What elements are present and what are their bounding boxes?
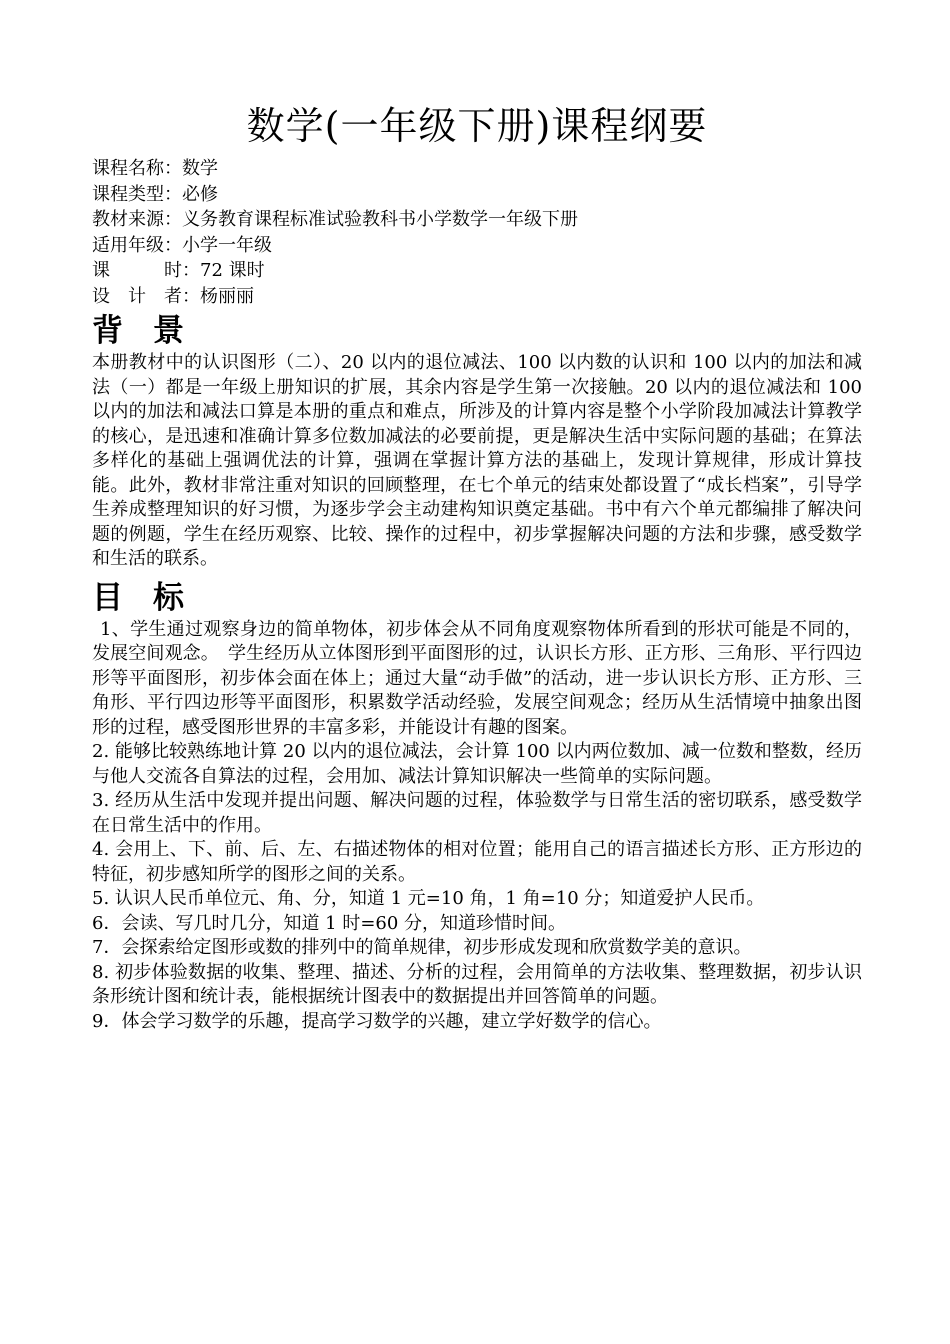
background-heading: 背景: [92, 313, 214, 349]
grade-line: [92, 233, 862, 259]
goals-list: [92, 618, 862, 1035]
meta-label: 适用年级：: [92, 234, 182, 256]
goal-item: 7．会探索给定图形或数的排列中的简单规律，初步形成发现和欣赏数学美的意识。: [92, 937, 752, 958]
goal-item: 2. 能够比较熟练地计算 20 以内的退位减法，会计算 100 以内两位数加、减一位数和整数，经历与他人交流各自算法的过程，会用加、减法计算知识解决一些简单的实际问题。: [92, 741, 862, 787]
goal-item: 9．体会学习数学的乐趣，提高学习数学的兴趣，建立学好数学的信心。: [92, 1010, 662, 1032]
meta-label: 课 时：: [92, 260, 200, 281]
textbook-source-line: [92, 207, 862, 233]
meta-value: 小学一年级: [182, 234, 272, 256]
meta-label: 教材来源：: [92, 209, 182, 230]
course-name-line: [92, 156, 862, 182]
goal-item: 8. 初步体验数据的收集、整理、描述、分析的过程，会用简单的方法收集、整理数据，初步认识条形统计图和统计表，能根据统计图表中的数据提出并回答简单的问题。: [92, 961, 862, 1007]
page-title: 数学(一年级下册)课程纲要: [246, 104, 708, 148]
meta-value: 杨丽丽: [200, 285, 254, 307]
meta-value: 义务教育课程标准试验教科书小学数学一年级下册: [182, 209, 578, 230]
goal-item: 1、学生通过观察身边的简单物体，初步体会从不同角度观察物体所看到的形状可能是不同的，发展空间观念。 学生经历从立体图形到平面图形的过，认识长方形、正方形、三角形、平行四边形等平面图形，初步体会面在体上；通过大量“动手做”的活动，进一步认识长方形、正方形、三角形、平行四边形等平面图形，积累数学活动经验，发展空间观念；经历从生活情境中抽象出图形的过程，感受图形世界的丰富多彩，并能设计有趣的图案。: [92, 618, 862, 738]
goal-item: 5. 认识人民币单位元、角、分，知道 1 元=10 角，1 角=10 分；知道爱护人民币。: [92, 888, 765, 909]
goals-heading: 目标: [92, 579, 214, 616]
meta-label: 课程名称：: [92, 158, 182, 179]
background-paragraph: 本册教材中的认识图形（二）、20 以内的退位减法、100 以内数的认识和 100 以内的加法和减法（一）都是一年级上册知识的扩展，其余内容是学生第一次接触。20 以内的退位减法和 100 以内的加法和减法口算是本册的重点和难点，所涉及的计算内容是整个小学阶段加减法计算教学的核心，是迅速和准确计算多位数加减法的必要前提，更是解决生活中实际问题的基础；在算法多样化的基础上强调优法的计算，强调在掌握计算方法的基础上，发现计算规律，形成计算技能。此外，教材非常注重对知识的回顾整理，在七个单元的结束处都设置了“成长档案”，引导学生养成整理知识的好习惯，为逐步学会主动建构知识奠定基础。书中有六个单元都编排了解决问题的例题，学生在经历观察、比较、操作的过程中，初步掌握解决问题的方法和步骤，感受数学和生活的联系。: [92, 352, 862, 569]
meta-label: 课程类型：: [92, 183, 182, 205]
meta-value: 72 课时: [200, 260, 265, 281]
goal-item: 3. 经历从生活中发现并提出问题、解决问题的过程，体验数学与日常生活的密切联系，感受数学在日常生活中的作用。: [92, 790, 862, 836]
course-info: [92, 156, 862, 309]
hours-line: [92, 258, 862, 284]
goal-item: 4. 会用上、下、前、后、左、右描述物体的相对位置；能用自己的语言描述长方形、正方形边的特征，初步感知所学的图形之间的关系。: [92, 839, 862, 885]
meta-label: 设 计 者：: [92, 285, 200, 307]
meta-value: 必修: [182, 183, 218, 205]
meta-value: 数学: [182, 158, 218, 179]
goal-item: 6．会读、写几时几分，知道 1 时=60 分，知道珍惜时间。: [92, 912, 567, 934]
course-type-line: [92, 182, 862, 208]
designer-line: [92, 284, 862, 310]
document-page: [92, 96, 862, 1034]
